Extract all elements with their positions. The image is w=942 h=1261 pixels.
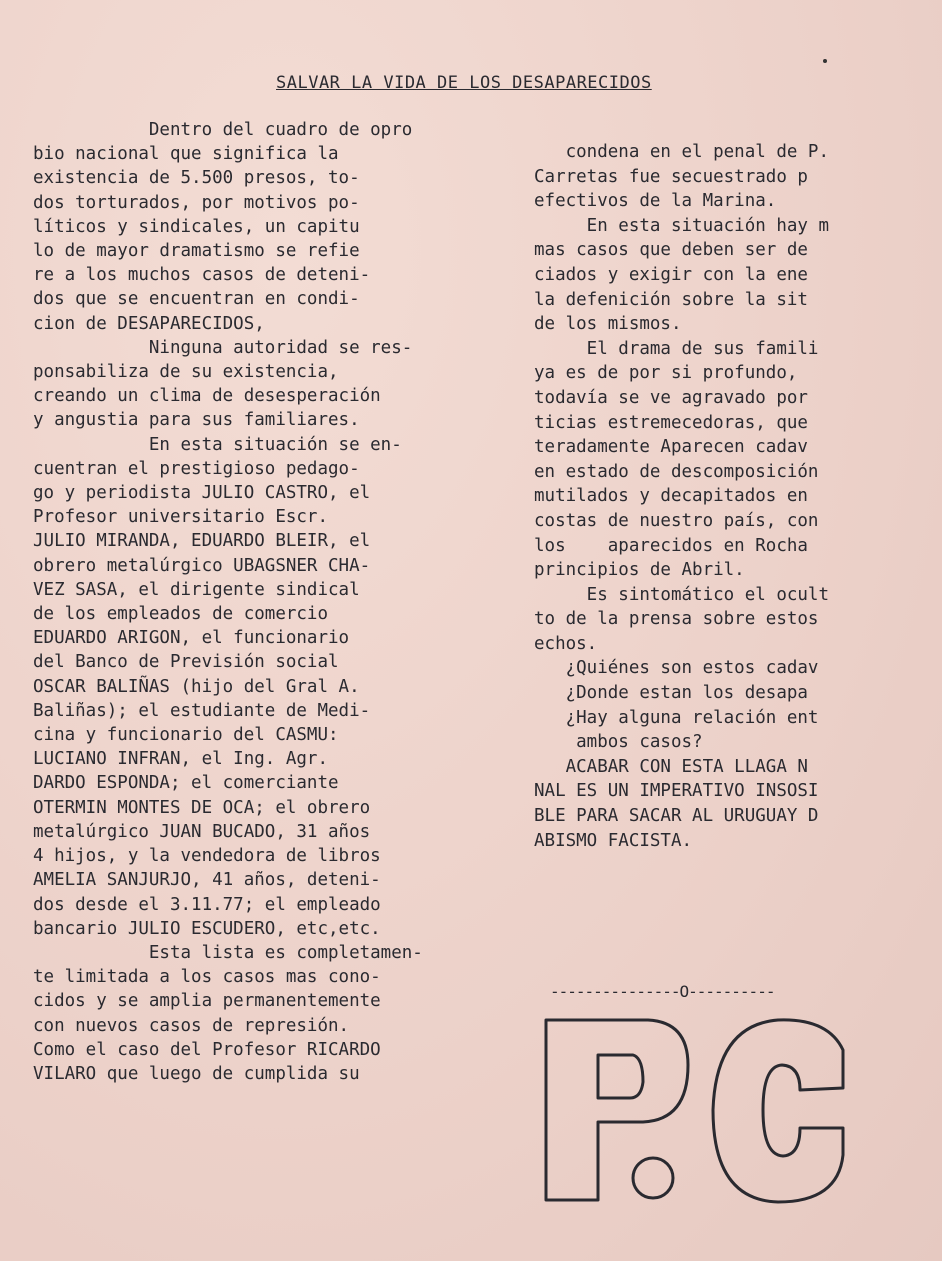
paragraph-condena: condena en el penal de P. Carretas fue secuestrado p efectivos de la Marina. — [534, 142, 830, 212]
paragraph-disappeared-list: En esta situación se en- cuentran el prestigioso pedago- go y periodista JULIO CASTRO, el Profesor universitario Escr. JULIO MIRANDA, EDUARDO BLEIR, el obrero metalúrgico UBAGSNER CHA- VEZ SASA, el dirigente sindical de los empleados de comercio EDUARDO ARIGON, el funcionario del Banco de Previsión social OSCAR BALIÑAS (hijo del Gral A. Baliñas); el estudiante de Medi- cina y funcionario del CASMU: LUCIANO INFRAN, el Ing. Agr. DARDO ESPONDA; el comerciante OTERMIN MONTES DE OCA; el obrero metalúrgico JUAN BUCADO, 31 años 4 hijos, y la vendedora de libros AMELIA SANJURJO, 41 años, deteni- dos desde el 3.11.77; el empleado bancario JULIO ESCUDERO, etc,etc. — [33, 434, 402, 939]
paragraph-call-to-action: ACABAR CON ESTA LLAGA N NAL ES UN IMPERATIVO INSOSI BLE PARA SACAR AL URUGUAY D ABISMO FACISTA. — [534, 756, 819, 851]
paragraph-authority: Ninguna autoridad se res- ponsabiliza de su existencia, creando un clima de desesperación y angustia para sus familiares. — [33, 337, 413, 431]
left-column — [33, 118, 483, 1086]
paragraph-situation: En esta situación hay m mas casos que deben ser de ciados y exigir con la ene la defenición sobre la sit de los mismos. — [534, 215, 830, 335]
paragraph-press-silence: Es sintomático el ocult to de la prensa sobre estos echos. — [534, 584, 830, 654]
right-column — [534, 140, 934, 853]
ink-speck — [823, 59, 827, 63]
paragraph-list-limited: Esta lista es completamen- te limitada a los casos mas cono- cidos y se amplia permanentemente con nuevos casos de represión. Como el caso del Profesor RICARDO VILARO que luego de cumplida su — [33, 942, 423, 1084]
paragraph-family-drama: El drama de sus famili ya es de por si profundo, todavía se ve agravado por ticias estremecedoras, que teradamente Aparecen cadav en estado de descomposición mutilados y decapitados en costas de nuestro país, con los aparecidos en Rocha principios de Abril. — [534, 338, 819, 581]
pc-logo — [538, 1010, 868, 1210]
paragraph-intro: Dentro del cuadro de opro bio nacional que significa la existencia de 5.500 presos, to- dos torturados, por motivos po- líticos y sindicales, un capitu lo de mayor dramatismo se refie re a los muchos casos de deteni- dos que se encuentran en condi- cion de DESAPARECIDOS, — [33, 120, 413, 334]
document-title: SALVAR LA VIDA DE LOS DESAPARECIDOS — [276, 73, 652, 93]
paragraph-questions: ¿Quiénes son estos cadav ¿Donde estan los desapa ¿Hay alguna relación ent ambos casos? — [565, 658, 819, 753]
divider-line: ---------------O---------- — [550, 982, 775, 1001]
